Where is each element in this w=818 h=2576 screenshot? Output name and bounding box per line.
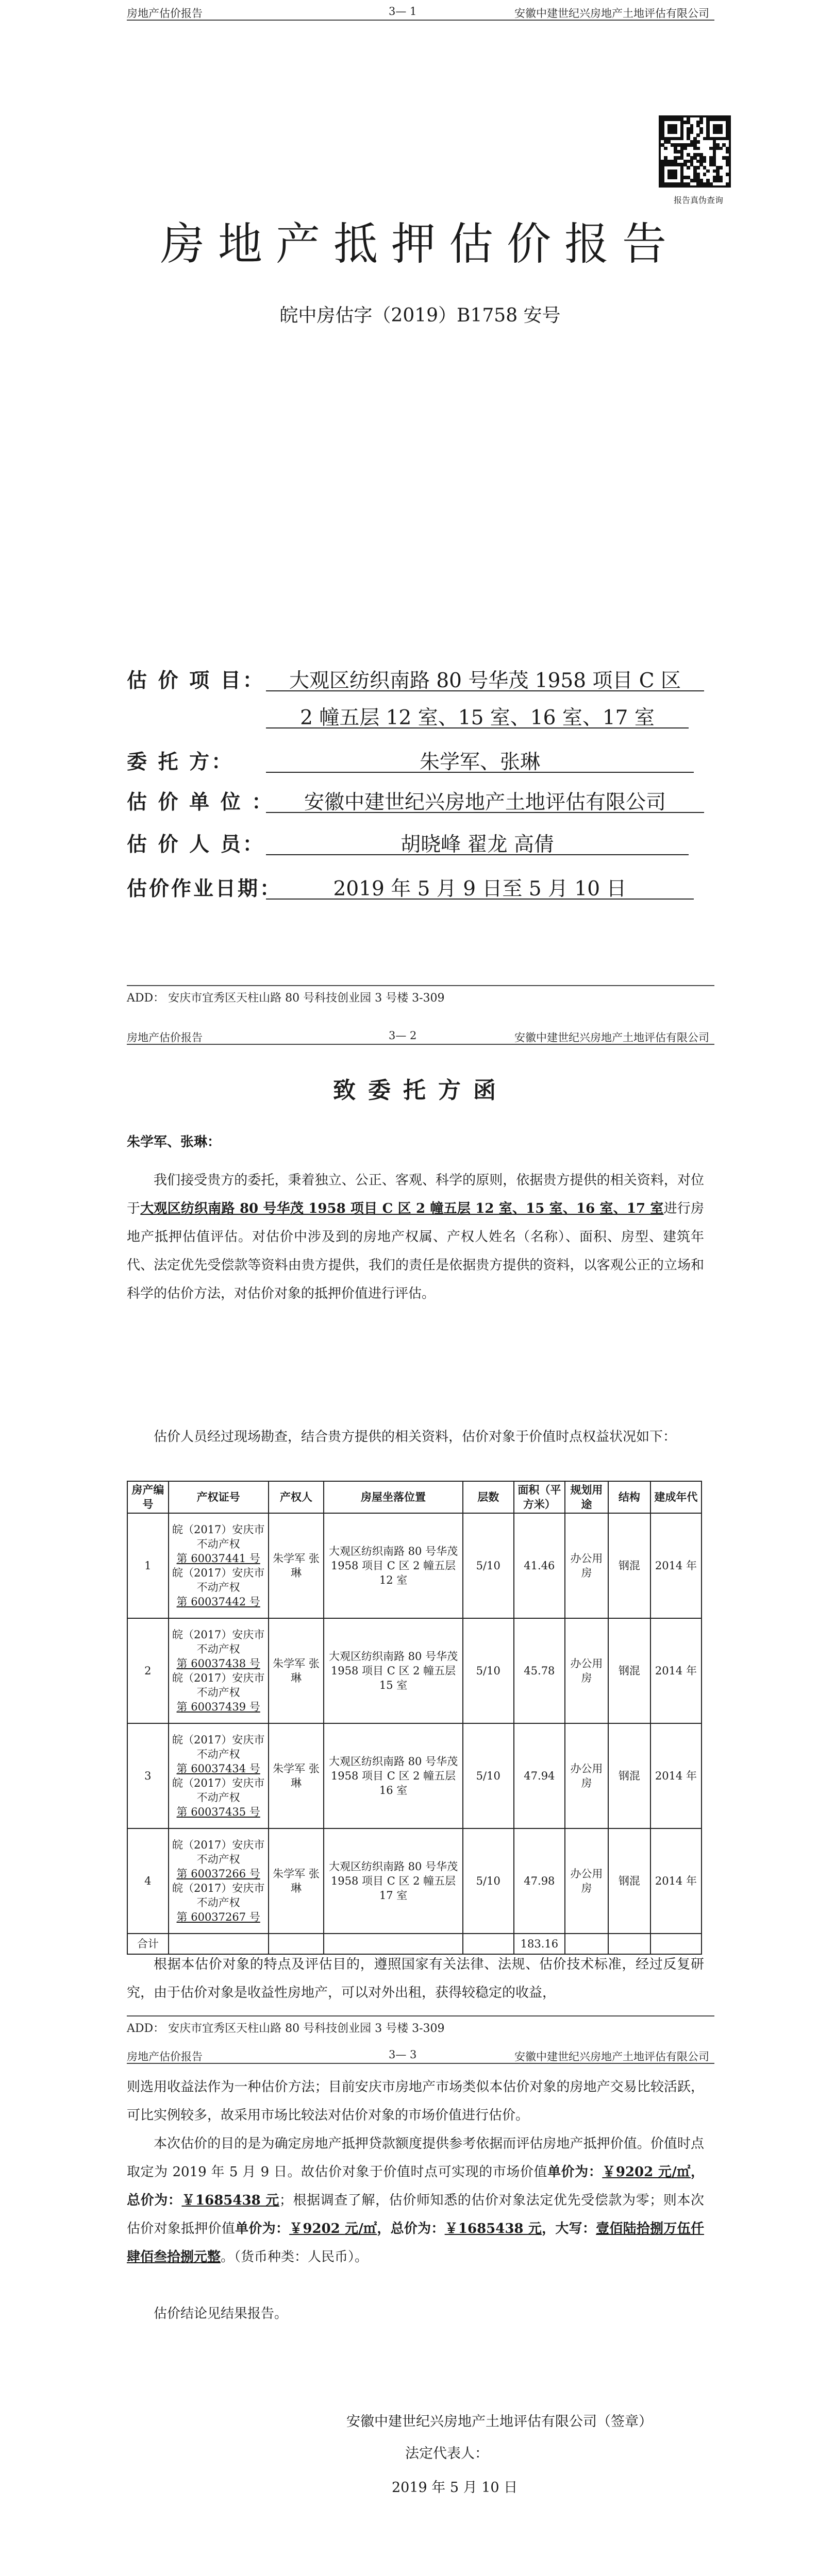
qr-code-icon[interactable] xyxy=(659,115,731,188)
info-label: 估 价 项 目： xyxy=(127,669,265,692)
cell-cert xyxy=(169,1618,269,1723)
cell-owner: 朱学军 张 琳 xyxy=(269,1618,324,1723)
info-value: 安徽中建世纪兴房地产土地评估有限公司 xyxy=(266,786,704,813)
qr-caption: 报告真伪查询 xyxy=(673,195,723,205)
cert-text: 皖（2017）安庆市不动产权 xyxy=(172,1839,265,1866)
cell-structure: 钢混 xyxy=(608,1828,650,1934)
letter-paragraph-6: 估价结论见结果报告。 xyxy=(154,2306,288,2321)
qr-module xyxy=(719,166,723,170)
qr-module xyxy=(696,140,700,144)
cert-no: 第 60037439 号 xyxy=(176,1701,260,1713)
qr-module xyxy=(726,137,729,141)
cell-no: 1 xyxy=(127,1513,169,1618)
table-row xyxy=(127,1723,702,1828)
letter-paragraph-2: 估价人员经过现场勘查，结合贵方提供的相关资料，估价对象于价值时点权益状况如下： xyxy=(154,1429,677,1445)
cell-location: 大观区纺织南路 80 号华茂 1958 项目 C 区 2 幢五层 15 室 xyxy=(324,1618,462,1723)
cert-text: 皖（2017）安庆市不动产权 xyxy=(172,1672,265,1699)
cell-location: 大观区纺织南路 80 号华茂 1958 项目 C 区 2 幢五层 17 室 xyxy=(324,1828,462,1934)
letter-paragraph-1 xyxy=(127,1166,704,1308)
qr-module xyxy=(726,182,729,186)
table-header-row xyxy=(127,1481,702,1513)
text: ，总价为： xyxy=(127,2164,704,2208)
qr-module xyxy=(696,166,700,170)
qr-module xyxy=(690,130,694,134)
mortgage-total-uppercase: 壹佰陆拾捌万伍仟肆佰叁拾捌元整 xyxy=(127,2221,704,2265)
cert-text: 皖（2017）安庆市不动产权 xyxy=(172,1734,265,1760)
qr-module xyxy=(719,147,723,150)
qr-module xyxy=(709,182,713,186)
unit-price: ￥9202 元/㎡ xyxy=(602,2164,691,2180)
cell-use: 办公用房 xyxy=(565,1618,608,1723)
cert-no: 第 60037434 号 xyxy=(176,1762,260,1775)
qr-module xyxy=(699,121,703,124)
cell-location: 大观区纺织南路 80 号华茂 1958 项目 C 区 2 幢五层 12 室 xyxy=(324,1513,462,1618)
cell-owner: 朱学军 张 琳 xyxy=(269,1513,324,1618)
letter-paragraph-4: 则选用收益法作为一种估价方法；目前安庆市房地产市场类似本估价对象的房地产交易比较活跃，可比实例较多，故采用市场比较法对估价对象的市场价值进行估价。 xyxy=(127,2079,704,2123)
cell-use: 办公用房 xyxy=(565,1828,608,1934)
qr-module xyxy=(703,160,707,163)
header-left: 房地产估价报告 xyxy=(127,7,203,20)
cert-text: 皖（2017）安庆市不动产权 xyxy=(172,1629,265,1655)
cell-no: 3 xyxy=(127,1723,169,1828)
cert-text: 皖（2017）安庆市不动产权 xyxy=(172,1777,265,1804)
info-label: 委 托 方： xyxy=(127,750,234,774)
page-footer-address: ADD： 安庆市宜秀区天柱山路 80 号科技创业园 3 号楼 3-309 xyxy=(127,985,714,1005)
property-location: 大观区纺织南路 80 号华茂 1958 项目 C 区 2 幢五层 12 室、15 室、16 室、17 室 xyxy=(140,1201,664,1216)
qr-module xyxy=(703,173,707,176)
cert-no: 第 60037441 号 xyxy=(176,1552,260,1565)
property-table xyxy=(127,1481,702,1955)
table-row xyxy=(127,1828,702,1934)
cert-no: 第 60037267 号 xyxy=(176,1911,260,1923)
letter-title: 致委托方函 xyxy=(333,1077,508,1104)
qr-module xyxy=(726,150,729,154)
qr-module xyxy=(706,170,710,173)
letter-paragraph-3: 根据本估价对象的特点及评估目的，遵照国家有关法律、法规、估价技术标准，经过反复研究，由于估价对象是收益性房地产，可以对外出租，获得较稳定的收益， xyxy=(127,1957,704,2001)
qr-module xyxy=(696,147,700,150)
mortgage-unit-price: ￥9202 元/㎡ xyxy=(289,2221,377,2236)
info-label: 估 价 单 位 ： xyxy=(127,790,274,814)
cell-floors: 5/10 xyxy=(463,1828,514,1934)
report-doc-number: 皖中房估字（2019）B1758 安号 xyxy=(279,305,561,326)
text: 进行房地产抵押估值评估。对估价中涉及到的房地产权属、产权人姓名（名称）、面积、房型、建筑年代、法定优先受偿款等资料由贵方提供，我们的责任是依据贵方提供的资料，以客观公正的立场和科学的估价方法，对估价对象的抵押价值进行评估。 xyxy=(127,1201,704,1301)
cert-text: 皖（2017）安庆市不动产权 xyxy=(172,1882,265,1909)
cert-no: 第 60037435 号 xyxy=(176,1806,260,1818)
cell-area: 47.98 xyxy=(514,1828,565,1934)
text: ，大写： xyxy=(542,2221,596,2236)
text: ；根据调查了解，估价师知悉的估价对象法定优先受偿款为零；则本次估价对象抵押价值 xyxy=(127,2193,704,2236)
cell-owner: 朱学军 张 琳 xyxy=(269,1723,324,1828)
header-page-number: 3— 1 xyxy=(389,5,417,18)
qr-module xyxy=(696,133,700,137)
header-left: 房地产估价报告 xyxy=(127,2050,203,2063)
page-footer-address: ADD： 安庆市宜秀区天柱山路 80 号科技创业园 3 号楼 3-309 xyxy=(127,2015,714,2036)
cert-text: 皖（2017）安庆市不动产权 xyxy=(172,1567,265,1594)
letter-paragraph-5 xyxy=(127,2130,704,2272)
cert-text: 皖（2017）安庆市不动产权 xyxy=(172,1523,265,1550)
cert-no: 第 60037266 号 xyxy=(176,1868,260,1880)
text: 本次估价的目的是为确定房地产抵押贷款额度提供参考依据而评估房地产抵押价值。价值时点取定为 2019 年 5 月 9 日。故估价对象于价值时点可实现的市场价值 xyxy=(127,2136,704,2180)
header-page-number: 3— 3 xyxy=(389,2048,417,2061)
qr-module xyxy=(719,179,723,182)
cell-cert xyxy=(169,1723,269,1828)
qr-module xyxy=(674,130,677,134)
cell-floors: 5/10 xyxy=(463,1618,514,1723)
cell-area: 47.94 xyxy=(514,1723,565,1828)
cell-use: 办公用房 xyxy=(565,1723,608,1828)
sign-company: 安徽中建世纪兴房地产土地评估有限公司（签章） xyxy=(346,2414,653,2430)
cell-cert xyxy=(169,1513,269,1618)
text: ，总价为： xyxy=(377,2221,445,2236)
cell-structure: 钢混 xyxy=(608,1723,650,1828)
qr-module xyxy=(699,130,703,134)
col-header: 房屋坐落位置 xyxy=(324,1481,462,1513)
header-left: 房地产估价报告 xyxy=(127,1031,203,1044)
header-right: 安徽中建世纪兴房地产土地评估有限公司 xyxy=(514,2050,709,2063)
col-header: 结构 xyxy=(608,1481,650,1513)
col-header: 面积（平方米） xyxy=(514,1481,565,1513)
qr-module xyxy=(683,147,687,150)
qr-module xyxy=(726,173,729,176)
cell-no: 4 xyxy=(127,1828,169,1934)
text: 我们接受贵方的委托，秉着独立、公正、客观、科学的原则，依据贵方提供的相关资料，对位于 xyxy=(127,1173,704,1216)
letter-salutation: 朱学军、张琳： xyxy=(127,1134,221,1150)
text: 。（货币种类：人民币）。 xyxy=(221,2249,369,2265)
mortgage-total-price: ￥1685438 元 xyxy=(444,2221,542,2236)
qr-module xyxy=(664,147,667,150)
col-header: 房产编号 xyxy=(127,1481,169,1513)
cert-no: 第 60037442 号 xyxy=(176,1596,260,1608)
sign-representative: 法定代表人： xyxy=(405,2446,489,2462)
cell-area: 45.78 xyxy=(514,1618,565,1723)
cell-year: 2014 年 xyxy=(650,1513,702,1618)
cell-structure: 钢混 xyxy=(608,1618,650,1723)
info-value: 胡晓峰 翟龙 高倩 xyxy=(266,828,689,855)
cell-use: 办公用房 xyxy=(565,1513,608,1618)
cell-floors: 5/10 xyxy=(463,1723,514,1828)
text: 单价为： xyxy=(547,2164,603,2180)
qr-module xyxy=(687,166,690,170)
cell-year: 2014 年 xyxy=(650,1723,702,1828)
header-right: 安徽中建世纪兴房地产土地评估有限公司 xyxy=(514,1031,709,1044)
info-label: 估 价 人 员： xyxy=(127,833,265,856)
col-header: 层数 xyxy=(463,1481,514,1513)
info-value: 2019 年 5 月 9 日至 5 月 10 日 xyxy=(266,873,694,900)
info-value: 朱学军、张琳 xyxy=(266,746,694,773)
col-header: 规划用途 xyxy=(565,1481,608,1513)
text: 单价为： xyxy=(235,2221,290,2236)
cell-cert xyxy=(169,1828,269,1934)
cell-structure: 钢混 xyxy=(608,1513,650,1618)
cell-year: 2014 年 xyxy=(650,1618,702,1723)
info-value: 大观区纺织南路 80 号华茂 1958 项目 C 区 xyxy=(266,665,704,691)
qr-module xyxy=(687,182,690,186)
table-row xyxy=(127,1618,702,1723)
cell-total-area: 183.16 xyxy=(514,1934,565,1954)
report-title: 房地产抵押估价报告 xyxy=(160,218,680,270)
cell-no: 2 xyxy=(127,1618,169,1723)
qr-module xyxy=(726,163,729,166)
page-header xyxy=(127,1027,714,1045)
cert-no: 第 60037438 号 xyxy=(176,1657,260,1670)
qr-module xyxy=(680,137,684,141)
cell-year: 2014 年 xyxy=(650,1828,702,1934)
page-header xyxy=(127,3,714,21)
cell-owner: 朱学军 张 琳 xyxy=(269,1828,324,1934)
header-page-number: 3— 2 xyxy=(389,1029,417,1042)
qr-module xyxy=(719,130,723,134)
page-header xyxy=(127,2046,714,2064)
qr-module xyxy=(674,176,677,179)
info-label: 估价作业日期： xyxy=(127,877,282,901)
cell-location: 大观区纺织南路 80 号华茂 1958 项目 C 区 2 幢五层 16 室 xyxy=(324,1723,462,1828)
total-price: ￥1685438 元 xyxy=(181,2193,279,2208)
cell-area: 41.46 xyxy=(514,1513,565,1618)
sign-date: 2019 年 5 月 10 日 xyxy=(392,2480,518,2496)
cell-floors: 5/10 xyxy=(463,1513,514,1618)
table-row xyxy=(127,1513,702,1618)
col-header: 建成年代 xyxy=(650,1481,702,1513)
col-header: 产权人 xyxy=(269,1481,324,1513)
cell-total-label: 合计 xyxy=(127,1934,169,1954)
header-right: 安徽中建世纪兴房地产土地评估有限公司 xyxy=(514,7,709,20)
info-value: 2 幢五层 12 室、15 室、16 室、17 室 xyxy=(266,702,689,728)
col-header: 产权证号 xyxy=(169,1481,269,1513)
